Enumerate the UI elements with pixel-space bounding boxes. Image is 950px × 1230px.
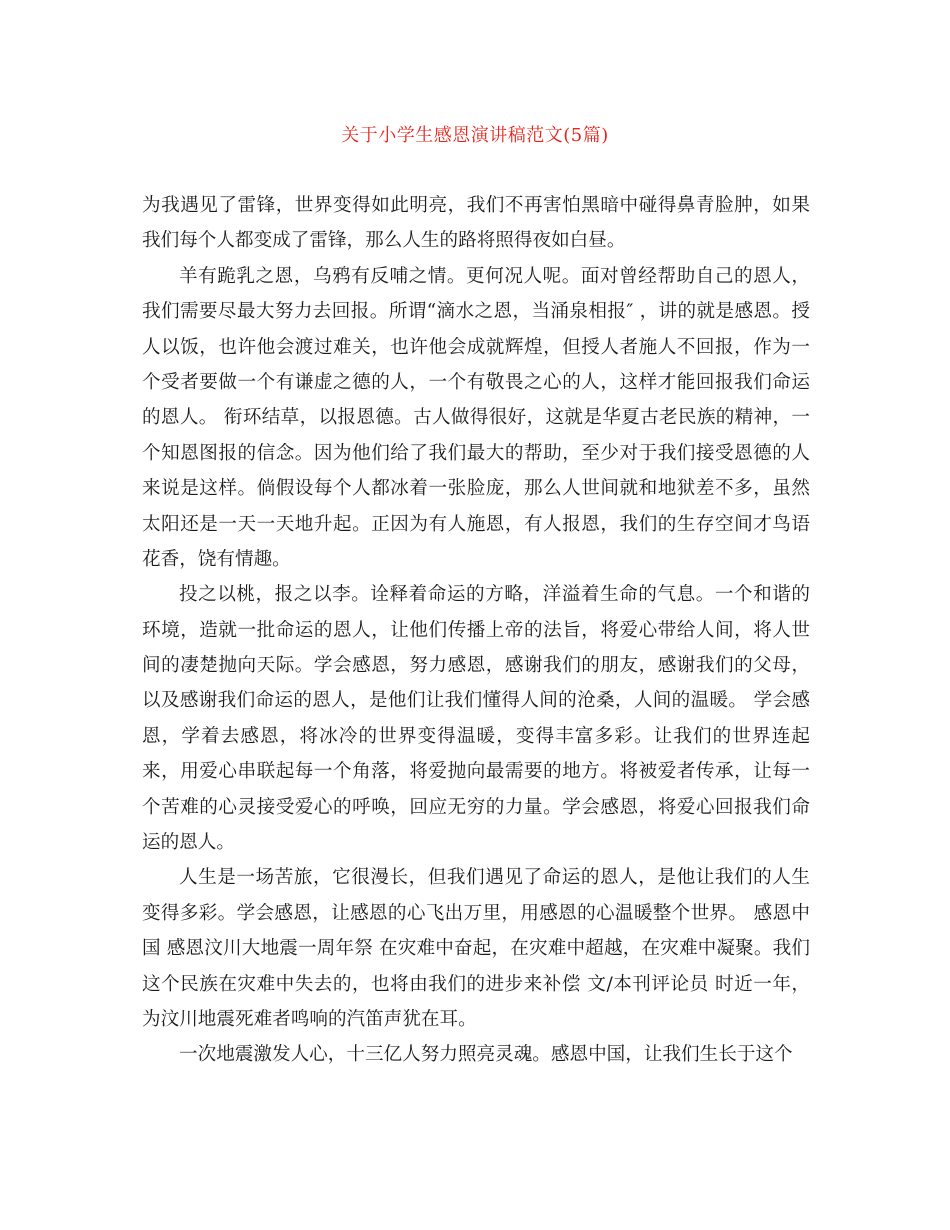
paragraph-2-line: 人以饭，也许他会渡过难关，也许他会成就辉煌，但授人者施人不回报，作为一	[142, 336, 810, 358]
paragraph-2-line: 花香，饶有情趣。	[142, 548, 291, 570]
paragraph-2-line: 的恩人。 衔环结草，以报恩德。古人做得很好，这就是华夏古老民族的精神，一	[142, 407, 810, 429]
paragraph-4-line: 这个民族在灾难中失去的，也将由我们的进步来补偿 文/本刊评论员 时近一年，	[142, 973, 810, 995]
paragraph-2-line: 来说是这样。倘假设每个人都冰着一张脸庞，那么人世间就和地狱差不多，虽然	[142, 478, 810, 500]
paragraph-3-line: 环境，造就一批命运的恩人，让他们传播上帝的法旨，将爱心带给人间，将人世	[142, 619, 810, 641]
paragraph-4-line: 为汶川地震死难者鸣响的汽笛声犹在耳。	[142, 1008, 477, 1030]
paragraph-2-line: 个受者要做一个有谦虚之德的人，一个有敬畏之心的人，这样才能回报我们命运	[142, 371, 810, 393]
document-title: 关于小学生感恩演讲稿范文(5篇)	[341, 125, 609, 146]
paragraph-2-line: 个知恩图报的信念。因为他们给了我们最大的帮助，至少对于我们接受恩德的人	[142, 442, 810, 464]
paragraph-2-line: 我们需要尽最大努力去回报。所谓“滴水之恩，当涌泉相报″ ，讲的就是感恩。授	[142, 301, 810, 323]
document-body	[142, 188, 810, 1073]
paragraph-3-line: 个苦难的心灵接受爱心的呼唤，回应无穷的力量。学会感恩，将爱心回报我们命	[142, 796, 810, 818]
paragraph-2-line: 太阳还是一天一天地升起。正因为有人施恩，有人报恩，我们的生存空间才鸟语	[142, 513, 810, 535]
paragraph-3-line: 运的恩人。	[142, 832, 235, 854]
paragraph-4-line: 变得多彩。学会感恩，让感恩的心飞出万里，用感恩的心温暖整个世界。 感恩中	[142, 902, 810, 924]
paragraph-4-line: 人生是一场苦旅，它很漫长，但我们遇见了命运的恩人，是他让我们的人生	[179, 867, 810, 889]
paragraph-3-line: 恩，学着去感恩，将冰冷的世界变得温暖，变得丰富多彩。让我们的世界连起	[142, 725, 810, 747]
paragraph-3-line: 以及感谢我们命运的恩人，是他们让我们懂得人间的沧桑，人间的温暖。 学会感	[142, 690, 810, 712]
paragraph-4-line: 国 感恩汶川大地震一周年祭 在灾难中奋起，在灾难中超越，在灾难中凝聚。我们	[142, 938, 810, 960]
paragraph-3-line: 间的凄楚抛向天际。学会感恩，努力感恩，感谢我们的朋友，感谢我们的父母，	[142, 655, 810, 677]
paragraph-3-line: 来，用爱心串联起每一个角落，将爱抛向最需要的地方。将被爱者传承，让每一	[142, 761, 810, 783]
paragraph-3-line: 投之以桃，报之以李。诠释着命运的方略，洋溢着生命的气息。一个和谐的	[179, 584, 810, 606]
paragraph-1-line: 为我遇见了雷锋，世界变得如此明亮，我们不再害怕黑暗中碰得鼻青脸肿，如果	[142, 195, 810, 216]
paragraph-1-line: 我们每个人都变成了雷锋，那么人生的路将照得夜如白昼。	[142, 230, 626, 252]
paragraph-5-line: 一次地震激发人心，十三亿人努力照亮灵魂。感恩中国，让我们生长于这个	[179, 1044, 793, 1066]
paragraph-2-line: 羊有跪乳之恩，乌鸦有反哺之情。更何况人呢。面对曾经帮助自己的恩人，	[179, 265, 810, 287]
